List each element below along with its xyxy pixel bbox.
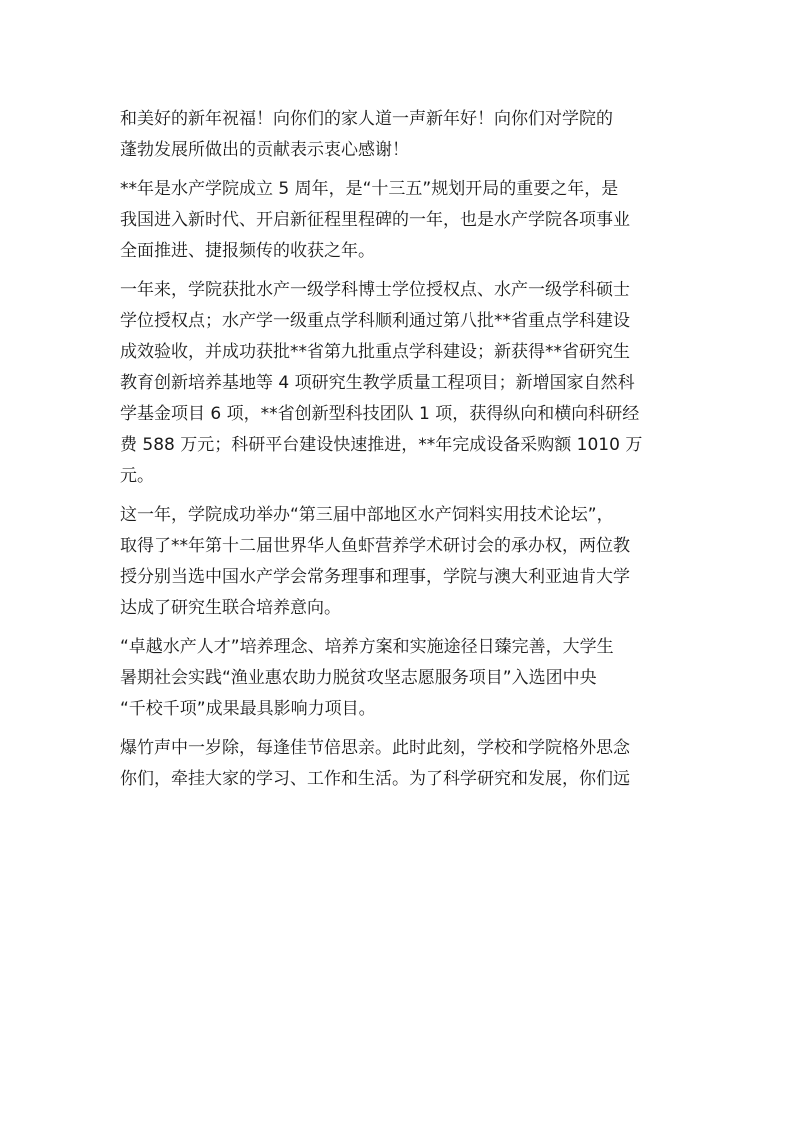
text-line: 授分别当选中国水产学会常务理事和理事，学院与澳大利亚迪肯大学 <box>120 567 630 587</box>
text-line: 蓬勃发展所做出的贡献表示衷心感谢！ <box>120 140 409 160</box>
paragraph-1 <box>120 104 680 166</box>
text-line: 一年来，学院获批水产一级学科博士学位授权点、水产一级学科硕士 <box>120 280 630 300</box>
text-line: “卓越水产人才”培养理念、培养方案和实施途径日臻完善，大学生 <box>120 637 614 657</box>
paragraph-5 <box>120 632 680 725</box>
text-line: 你们，牵挂大家的学习、工作和生活。为了科学研究和发展，你们远 <box>120 769 630 789</box>
text-line: 学位授权点；水产学一级重点学科顺利通过第八批**省重点学科建设 <box>120 311 630 331</box>
paragraph-2 <box>120 174 680 267</box>
text-line: 学基金项目 6 项，**省创新型科技团队 1 项，获得纵向和横向科研经 <box>120 404 640 424</box>
paragraph-4 <box>120 500 680 624</box>
text-line: 费 588 万元；科研平台建设快速推进，**年完成设备采购额 1010 万 <box>120 435 643 455</box>
text-line: **年是水产学院成立 5 周年，是“十三五”规划开局的重要之年，是 <box>120 179 619 199</box>
text-line: 我国进入新时代、开启新征程里程碑的一年，也是水产学院各项事业 <box>120 210 630 230</box>
paragraph-6 <box>120 733 680 795</box>
text-line: 和美好的新年祝福！向你们的家人道一声新年好！向你们对学院的 <box>120 109 613 129</box>
text-line: 这一年，学院成功举办“第三届中部地区水产饲料实用技术论坛”， <box>120 505 614 525</box>
text-line: “千校千项”成果最具影响力项目。 <box>120 699 376 719</box>
document-body <box>120 104 680 803</box>
text-line: 取得了**年第十二届世界华人鱼虾营养学术研讨会的承办权，两位教 <box>120 536 630 556</box>
text-line: 元。 <box>120 466 154 486</box>
text-line: 爆竹声中一岁除，每逢佳节倍思亲。此时此刻，学校和学院格外思念 <box>120 738 630 758</box>
text-line: 全面推进、捷报频传的收获之年。 <box>120 241 375 261</box>
text-line: 成效验收，并成功获批**省第九批重点学科建设；新获得**省研究生 <box>120 342 630 362</box>
text-line: 暑期社会实践“渔业惠农助力脱贫攻坚志愿服务项目”入选团中央 <box>120 668 597 688</box>
paragraph-3 <box>120 275 680 492</box>
text-line: 教育创新培养基地等 4 项研究生教学质量工程项目；新增国家自然科 <box>120 373 635 393</box>
text-line: 达成了研究生联合培养意向。 <box>120 598 341 618</box>
